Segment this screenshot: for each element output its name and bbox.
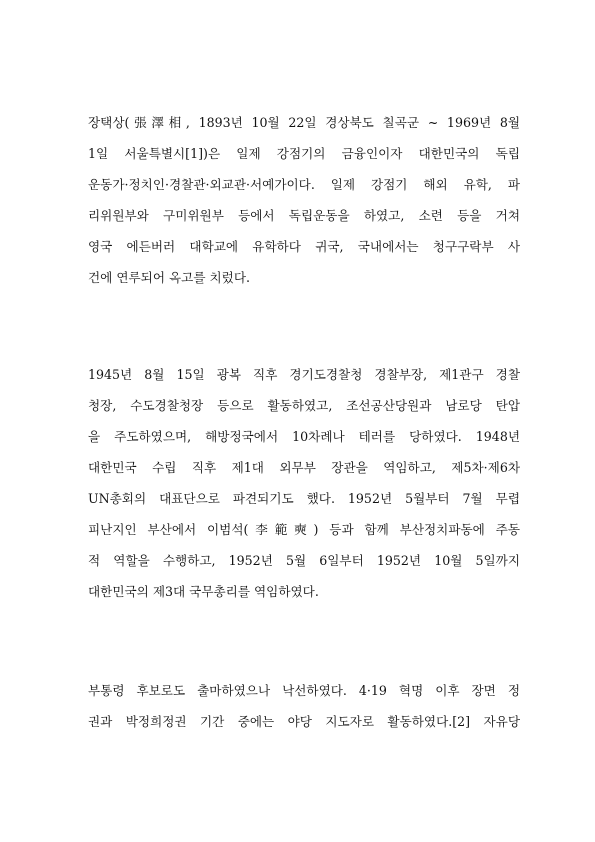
paragraph-line: 건에 연루되어 옥고를 치렀다. (88, 270, 250, 285)
paragraph-line: 적 역할을 수행하고, 1952년 5월 6일부터 1952년 10월 5일까지 (88, 553, 520, 568)
paragraph-line: 영국 에든버러 대학교에 유학하다 귀국, 국내에서는 청구구락부 사 (88, 239, 520, 254)
paragraph-line: 장택상(張澤相, 1893년 10월 22일 경상북도 칠곡군 ~ 1969년 8월 (88, 115, 520, 130)
paragraph-line: 권과 박정희정권 기간 중에는 야당 지도자로 활동하였다.[2] 자유당 (88, 714, 520, 729)
paragraph-line: 1일 서울특별시[1])은 일제 강점기의 금융인이자 대한민국의 독립 (88, 146, 520, 161)
paragraph-1 (88, 112, 520, 298)
paragraph-line: 부통령 후보로도 출마하였으나 낙선하였다. 4·19 혁명 이후 장면 정 (88, 683, 520, 698)
paragraph-line: 1945년 8월 15일 광복 직후 경기도경찰청 경찰부장, 제1관구 경찰 (88, 367, 520, 382)
paragraph-line: 청장, 수도경찰청장 등으로 활동하였고, 조선공산당원과 남로당 탄압 (88, 398, 520, 413)
paragraph-2 (88, 364, 520, 612)
paragraph-line: 을 주도하였으며, 해방정국에서 10차례나 테러를 당하였다. 1948년 (88, 429, 520, 444)
paragraph-line: 대한민국의 제3대 국무총리를 역임하였다. (88, 584, 319, 599)
paragraph-3 (88, 680, 520, 742)
paragraph-line: 리위원부와 구미위원부 등에서 독립운동을 하였고, 소련 등을 거쳐 (88, 208, 520, 223)
paragraph-line: 피난지인 부산에서 이범석(李範奭) 등과 함께 부산정치파동에 주동 (88, 522, 520, 537)
paragraph-line: UN총회의 대표단으로 파견되기도 했다. 1952년 5월부터 7월 무렵 (88, 491, 520, 506)
paragraph-line: 운동가·정치인·경찰관·외교관·서예가이다. 일제 강점기 해외 유학, 파 (88, 177, 520, 192)
paragraph-line: 대한민국 수립 직후 제1대 외무부 장관을 역임하고, 제5차·제6차 (88, 460, 520, 475)
